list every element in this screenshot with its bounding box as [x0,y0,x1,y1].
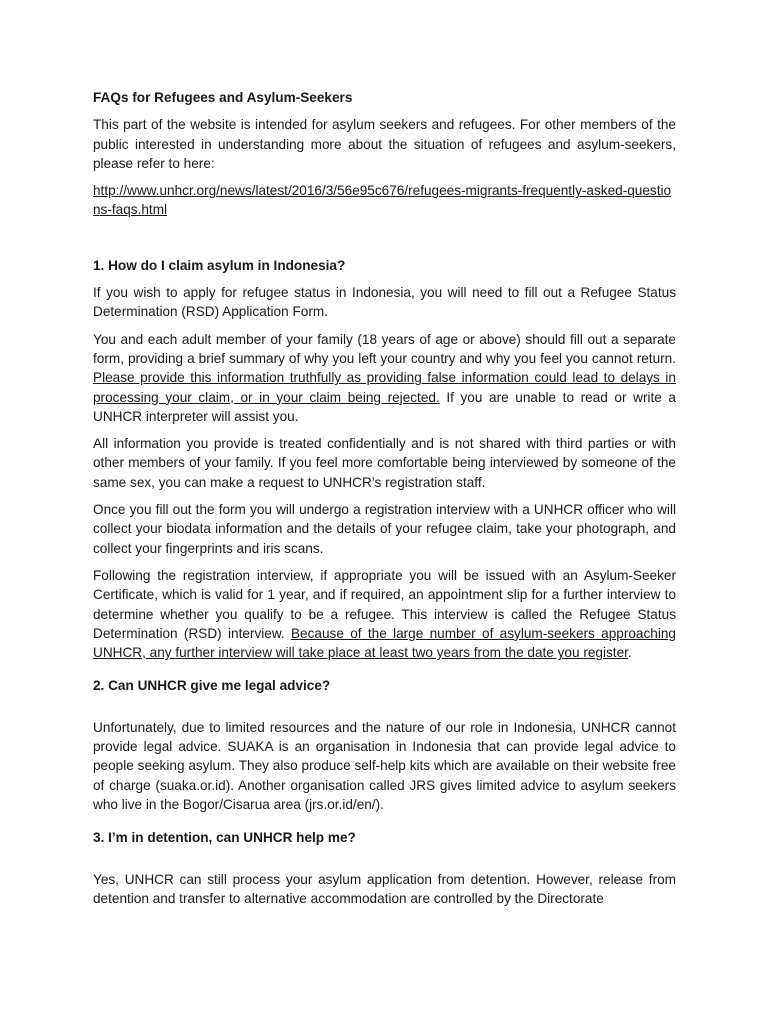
document-title: FAQs for Refugees and Asylum-Seekers [93,90,353,105]
q1-paragraph-4: Once you fill out the form you will undergo a registration interview with a UNHCR officer who will collect your biodata information and the details of your refugee claim, take your photograph, and collect your fingerprints and iris scans. [93,502,676,556]
q1-paragraph-1: If you wish to apply for refugee status in Indonesia, you will need to fill out a Refugee Status Determination (RSD) Application Form. [93,285,676,320]
faq-link[interactable]: http://www.unhcr.org/news/latest/2016/3/56e95c676/refugees-migrants-frequently-asked-questions-faqs.html [93,183,672,218]
question-3-heading: 3. I’m in detention, can UNHCR help me? [93,830,356,846]
q1-p5-underlined: Because of the large number of asylum-seekers approaching UNHCR, any further interview will take place at least two years from the date you register [93,625,676,661]
q2-gap [93,704,676,718]
q3-paragraph-1: Yes, UNHCR can still process your asylum application from detention. However, release from detention and transfer to alternative accommodation are controlled by the Directorate [93,871,676,906]
q1-paragraph-2 [93,330,676,426]
q1-p2-underlined: Please provide this information truthfully as providing false information could lead to delays in processing your claim, or in your claim being rejected. [93,370,676,405]
q1-p2-start: You and each adult member of your family (18 years of age or above) should fill out a separate form, providing a brief summary of why you left your country and why you feel you cannot return. [93,331,676,366]
q1-paragraph-3: All information you provide is treated confidentially and is not shared with third parties or with other members of your family. If you feel more comfortable being interviewed by someone of the same sex, you can make a request to UNHCR’s registration staff. [93,436,676,490]
section-spacer [93,228,676,256]
intro-paragraph: This part of the website is intended for asylum seekers and refugees. For other members of the public interested in understanding more about the situation of refugees and asylum-seekers, please refer to here: [93,117,676,171]
q1-p2-end: If you are unable to read or write a UNHCR interpreter will assist you. [93,389,676,424]
question-1-heading: 1. How do I claim asylum in Indonesia? [93,257,346,273]
document-page [93,88,676,916]
q1-paragraph-5 [93,566,676,662]
q1-p5-end: . [627,645,632,661]
q3-gap [93,856,676,870]
q2-paragraph-1: Unfortunately, due to limited resources and the nature of our role in Indonesia, UNHCR cannot provide legal advice. SUAKA is an organisation in Indonesia that can provide legal advice to people seeking asylum. They also produce self-help kits which are available on their website free of charge (suaka.or.id). Another organisation called JRS gives limited advice to asylum seekers who live in the Bogor/Cisarua area (jrs.or.id/en/). [93,719,676,812]
q1-p5-start: Following the registration interview, if appropriate you will be issued with an Asylum-Seeker Certificate, which is valid for 1 year, and if required, an appointment slip for a further interview to determine whether you qualify to be a refugee. This interview is called the Refugee Status Determination (RSD) interview. [93,567,676,641]
question-2-heading: 2. Can UNHCR give me legal advice? [93,678,331,694]
